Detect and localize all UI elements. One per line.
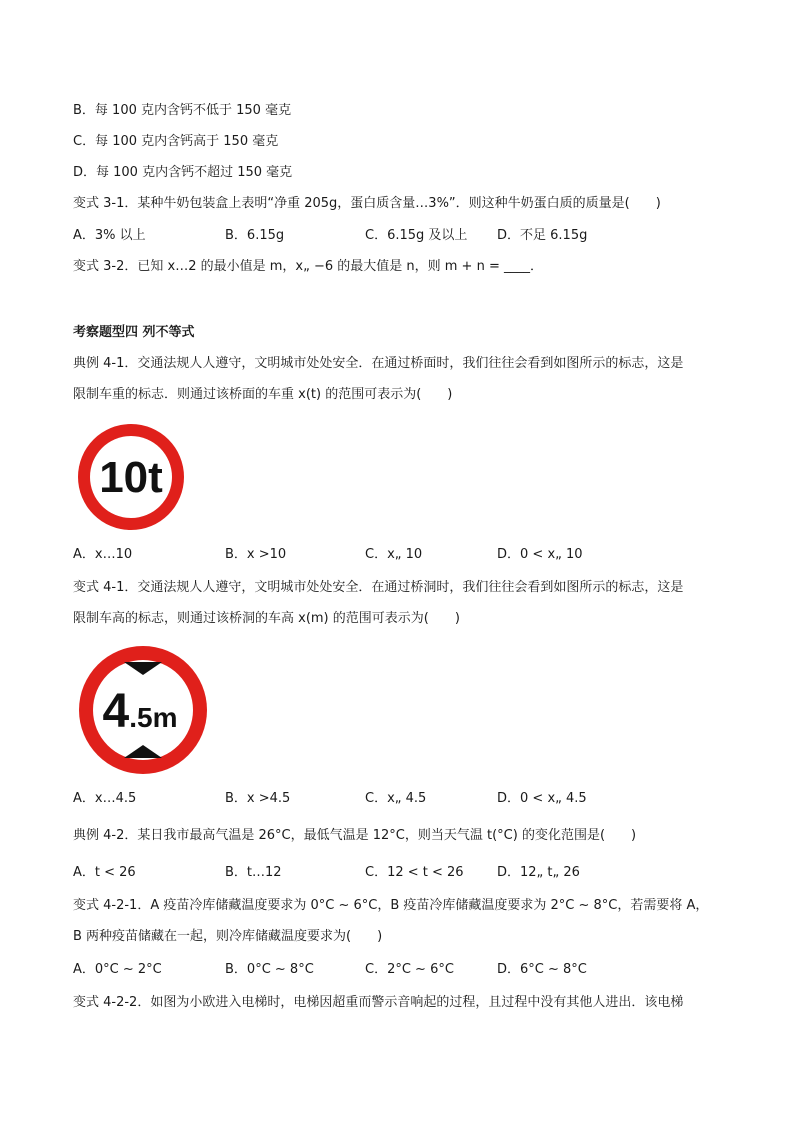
e41-option-a: A．x…10 xyxy=(73,547,133,562)
question-v4-2-1-line2: B 两种疫苗储藏在一起，则冷库储藏温度要求为( ) xyxy=(73,929,383,944)
option-b-line: B．每 100 克内含钙不低于 150 毫克 xyxy=(73,103,292,118)
v41-option-c: C．x„ 4.5 xyxy=(365,791,427,806)
question-e4-2: 典例 4-2．某日我市最高气温是 26°C，最低气温是 12°C，则当天气温 t(°C) 的变化范围是( ) xyxy=(73,828,637,843)
height-sign-main-digit: 4 xyxy=(102,685,130,738)
v31-option-c: C．6.15g 及以上 xyxy=(365,228,468,243)
weight-limit-sign xyxy=(74,420,188,534)
height-sign-decimal: .5m xyxy=(129,702,178,733)
v421-option-b: B．0°C ~ 8°C xyxy=(225,962,314,977)
v421-option-c: C．2°C ~ 6°C xyxy=(365,962,454,977)
section-heading: 考察题型四 列不等式 xyxy=(73,325,195,340)
question-v3-1: 变式 3-1．某种牛奶包装盒上表明“净重 205g，蛋白质含量…3%”．则这种牛奶蛋白质的质量是( ) xyxy=(73,196,661,211)
v41-option-d: D．0 < x„ 4.5 xyxy=(497,791,587,806)
e41-option-d: D．0 < x„ 10 xyxy=(497,547,583,562)
question-v4-2-2: 变式 4-2-2．如图为小欧进入电梯时，电梯因超重而警示音响起的过程，且过程中没有其他人进出．该电梯 xyxy=(73,995,684,1010)
option-d-line: D．每 100 克内含钙不超过 150 毫克 xyxy=(73,165,293,180)
weight-sign-text: 10t xyxy=(99,453,163,502)
v31-option-a: A．3% 以上 xyxy=(73,228,146,243)
e41-option-c: C．x„ 10 xyxy=(365,547,423,562)
e42-option-c: C．12 < t < 26 xyxy=(365,865,464,880)
question-e4-1-line1: 典例 4-1．交通法规人人遵守，文明城市处处安全．在通过桥面时，我们往往会看到如图所示的标志，这是 xyxy=(73,356,684,371)
e41-option-b: B．x >10 xyxy=(225,547,287,562)
question-v4-2-1-line1: 变式 4-2-1．A 疫苗冷库储藏温度要求为 0°C ~ 6°C，B 疫苗冷库储藏温度要求为 2°C ~ 8°C，若需要将 A， xyxy=(73,898,709,913)
e42-option-b: B．t…12 xyxy=(225,865,282,880)
question-v4-1-line2: 限制车高的标志，则通过该桥洞的车高 x(m) 的范围可表示为( ) xyxy=(73,611,460,626)
e42-option-d: D．12„ t„ 26 xyxy=(497,865,580,880)
e42-option-a: A．t < 26 xyxy=(73,865,136,880)
v41-option-b: B．x >4.5 xyxy=(225,791,291,806)
question-v4-1-line1: 变式 4-1．交通法规人人遵守，文明城市处处安全．在通过桥洞时，我们往往会看到如图所示的标志，这是 xyxy=(73,580,684,595)
question-v3-2: 变式 3-2．已知 x…2 的最小值是 m，x„ −6 的最大值是 n，则 m + n = ____． xyxy=(73,259,543,274)
height-limit-sign xyxy=(76,643,210,777)
v31-option-b: B．6.15g xyxy=(225,228,285,243)
v31-option-d: D．不足 6.15g xyxy=(497,228,588,243)
v41-option-a: A．x…4.5 xyxy=(73,791,137,806)
question-e4-1-line2: 限制车重的标志．则通过该桥面的车重 x(t) 的范围可表示为( ) xyxy=(73,387,453,402)
option-c-line: C．每 100 克内含钙高于 150 毫克 xyxy=(73,134,279,149)
v421-option-a: A．0°C ~ 2°C xyxy=(73,962,162,977)
v421-option-d: D．6°C ~ 8°C xyxy=(497,962,587,977)
